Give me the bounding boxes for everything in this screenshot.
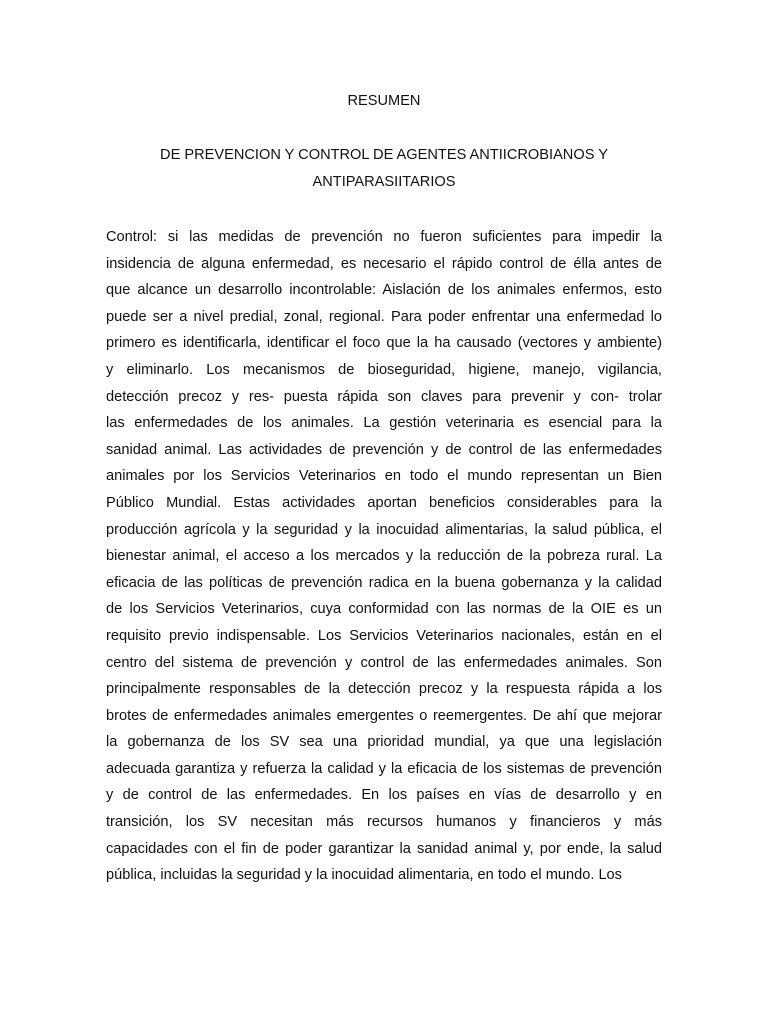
body-line: de los Servicios Veterinarios, cuya conformidad con las normas de la OIE es un [106, 601, 662, 618]
document-title: RESUMEN [347, 93, 421, 109]
body-line: detección precoz y res- puesta rápida son claves para prevenir y con- trolar [106, 388, 662, 405]
body-line: las enfermedades de los animales. La gestión veterinaria es esencial para la [106, 415, 662, 432]
body-paragraph [106, 224, 662, 889]
body-line: Control: si las medidas de prevención no fueron suficientes para impedir la [106, 229, 662, 245]
document-subtitle-line-1: DE PREVENCION Y CONTROL DE AGENTES ANTIICROBIANOS Y [160, 147, 608, 163]
body-line: Público Mundial. Estas actividades aportan beneficios considerables para la [106, 494, 662, 511]
body-line: principalmente responsables de la detección precoz y la respuesta rápida a los [106, 681, 662, 698]
body-line: requisito previo indispensable. Los Servicios Veterinarios nacionales, están en el [106, 627, 662, 644]
body-line: animales por los Servicios Veterinarios en todo el mundo representan un Bien [106, 468, 662, 485]
body-line: brotes de enfermedades animales emergentes o reemergentes. De ahí que mejorar [106, 707, 662, 724]
body-line: y de control de las enfermedades. En los países en vías de desarrollo y en [106, 787, 662, 804]
body-line: bienestar animal, el acceso a los mercados y la reducción de la pobreza rural. La [106, 548, 662, 565]
document-subtitle-line-2: ANTIPARASIITARIOS [312, 174, 456, 190]
body-line: centro del sistema de prevención y control de las enfermedades animales. Son [106, 654, 662, 671]
body-line: eficacia de las políticas de prevención radica en la buena gobernanza y la calidad [106, 574, 662, 591]
body-line: adecuada garantiza y refuerza la calidad y la eficacia de los sistemas de prevención [106, 760, 662, 777]
body-line: pública, incluidas la seguridad y la inocuidad alimentaria, en todo el mundo. Los [106, 867, 622, 884]
body-line: capacidades con el fin de poder garantizar la sanidad animal y, por ende, la salud [106, 840, 662, 857]
body-line: que alcance un desarrollo incontrolable: Aislación de los animales enfermos, esto [106, 282, 662, 299]
body-line: sanidad animal. Las actividades de prevención y de control de las enfermedades [106, 441, 662, 458]
body-line: la gobernanza de los SV sea una prioridad mundial, ya que una legislación [106, 734, 662, 751]
body-line: insidencia de alguna enfermedad, es necesario el rápido control de élla antes de [106, 255, 662, 272]
body-line: producción agrícola y la seguridad y la inocuidad alimentarias, la salud pública, el [106, 521, 662, 538]
body-line: y eliminarlo. Los mecanismos de bioseguridad, higiene, manejo, vigilancia, [106, 361, 662, 378]
body-line: transición, los SV necesitan más recursos humanos y financieros y más [106, 814, 662, 831]
body-line: puede ser a nivel predial, zonal, regional. Para poder enfrentar una enfermedad lo [106, 308, 662, 325]
body-line: primero es identificarla, identificar el foco que la ha causado (vectores y ambiente) [106, 335, 662, 352]
